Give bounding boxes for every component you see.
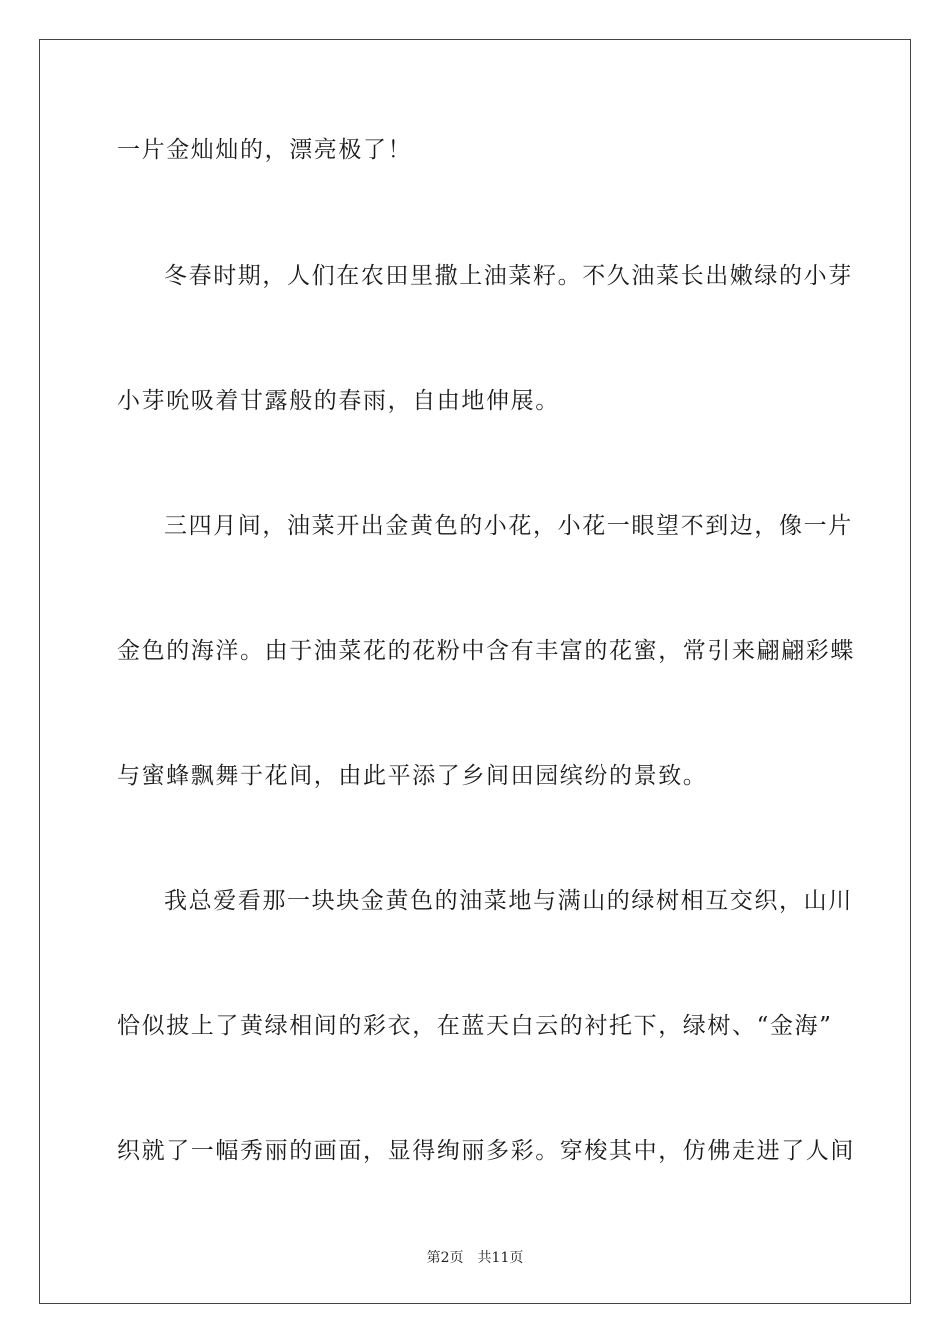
paragraph-first-line: 三四月间，油菜开出金黄色的小花，小花一眼望不到边，像一片 [164,513,853,539]
text-line: 小芽吮吸着甘露般的春雨，自由地伸展。 [117,388,560,414]
page-footer [0,1247,950,1267]
page-number: 第2页 [426,1250,464,1266]
page-border [39,39,911,1304]
text-line: 织就了一幅秀丽的画面，显得绚丽多彩。穿梭其中，仿佛走进了人间 [117,1138,855,1164]
page-total: 共11页 [477,1250,524,1266]
text-line: 与蜜蜂飘舞于花间，由此平添了乡间田园缤纷的景致。 [117,763,708,789]
text-line: 金色的海洋。由于油菜花的花粉中含有丰富的花蜜，常引来翩翩彩蝶 [117,638,855,664]
paragraph-first-line: 我总爱看那一块块金黄色的油菜地与满山的绿树相互交织，山川 [164,888,853,914]
text-line: 恰似披上了黄绿相间的彩衣，在蓝天白云的衬托下，绿树、“金海” [117,1013,833,1039]
paragraph-first-line: 冬春时期，人们在农田里撒上油菜籽。不久油菜长出嫩绿的小芽 [164,263,853,289]
text-line: 一片金灿灿的，漂亮极了！ [117,137,413,163]
